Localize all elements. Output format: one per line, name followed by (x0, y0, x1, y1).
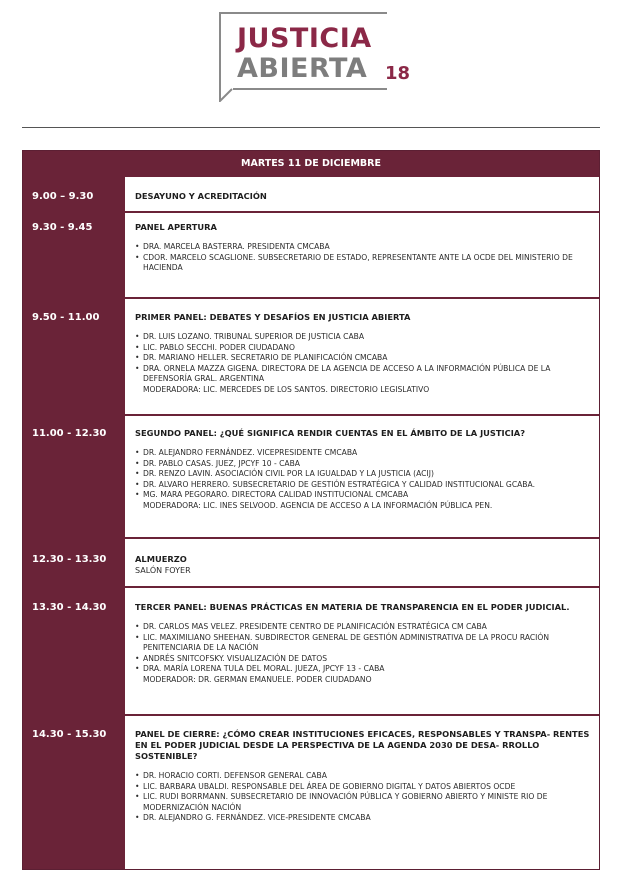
list-item: • MG. MARA PEGORARO. DIRECTORA CALIDAD INSTITUCIONAL CMCABA (135, 490, 409, 500)
speaker-text: LIC. MAXIMILIANO SHEEHAN. SUBDIRECTOR GENERAL DE GESTIÓN ADMINISTRATIVA DE LA PROCU RACIÓN PENITENCIARIA DE LA NACIÓN (143, 632, 550, 653)
session-title: TERCER PANEL: BUENAS PRÁCTICAS EN MATERIA DE TRANSPARENCIA EN EL PODER JUDICIAL. (135, 602, 570, 612)
list-item: • LIC. PABLO SECCHI. PODER CIUDADANO (135, 342, 295, 352)
list-item: • DR. HORACIO CORTI. DEFENSOR GENERAL CABA (135, 771, 327, 780)
session-cell (135, 191, 595, 202)
list-item: • DRA. ORNELA MAZZA GIGENA. DIRECTORA DE LA AGENCIA DE ACCESO A LA INFORMACIÓN PÚBLICA DE LA DEFENSORÍA GRAL. ARGENTINA (135, 363, 551, 384)
row-time: 12.30 - 13.30 (32, 554, 107, 565)
row-separator (23, 297, 599, 299)
row-time: 9.00 – 9.30 (32, 191, 94, 202)
logo-frame-top (219, 12, 387, 14)
list-item: • LIC. BARBARA UBALDI. RESPONSABLE DEL ÁREA DE GOBIERNO DIGITAL Y DATOS ABIERTOS OCDE (135, 781, 516, 791)
moderator-text: MODERADORA: LIC. MERCEDES DE LOS SANTOS. DIRECTORIO LEGISLATIVO (143, 384, 430, 394)
moderator-text: MODERADORA: LIC. INES SELVOOD. AGENCIA DE ACCESO A LA INFORMACIÓN PÚBLICA PEN. (143, 500, 493, 510)
row-time: 9.50 - 11.00 (32, 312, 100, 323)
row-separator (23, 537, 599, 539)
session-title: PRIMER PANEL: DEBATES Y DESAFÍOS EN JUSTICIA ABIERTA (135, 312, 411, 322)
logo-frame-bottom (233, 88, 387, 90)
logo-speech-tail (219, 88, 233, 102)
speaker-text: ANDRÉS SNITCOFSKY. VISUALIZACIÓN DE DATOS (143, 653, 328, 663)
session-title: PANEL DE CIERRE: ¿CÓMO CREAR INSTITUCIONES EFICACES, RESPONSABLES Y TRANSPA- RENTES EN EL PODER JUDICIAL DESDE LA PERSPECTIVA DE LA AGENDA 2030 DE DESA- RROLLO SOSTENIBLE? (135, 729, 590, 761)
session-cell (135, 222, 595, 274)
row-time: 9.30 - 9.45 (32, 222, 93, 233)
logo-frame-left (219, 12, 221, 90)
session-title: ALMUERZO (135, 554, 187, 564)
list-item: • DRA. MARCELA BASTERRA. PRESIDENTA CMCABA (135, 242, 330, 251)
logo-text-justicia: JUSTICIA (237, 23, 372, 54)
speaker-text: DRA. MARÍA LORENA TULA DEL MORAL. JUEZA, JPCYF 13 - CABA (143, 664, 385, 674)
day-header: MARTES 11 DE DICIEMBRE (23, 151, 599, 177)
speaker-text: DR. PABLO CASAS. JUEZ, JPCYF 10 - CABA (143, 458, 300, 468)
session-location: SALÓN FOYER (135, 566, 191, 575)
speaker-text: CDOR. MARCELO SCAGLIONE. SUBSECRETARIO DE ESTADO, REPRESENTANTE ANTE LA OCDE DEL MINISTERIO DE HACIENDA (143, 252, 573, 273)
session-cell (135, 602, 595, 686)
list-item: • DR. RENZO LAVIN. ASOCIACIÓN CIVIL POR LA IGUALDAD Y LA JUSTICIA (ACIJ) (135, 469, 434, 479)
session-cell (135, 428, 595, 512)
speaker-text: DR. ALEJANDRO G. FERNÁNDEZ. VICE-PRESIDENTE CMCABA (143, 813, 371, 823)
speaker-text: DR. RENZO LAVIN. ASOCIACIÓN CIVIL POR LA IGUALDAD Y LA JUSTICIA (ACIJ) (143, 469, 434, 479)
list-item: • LIC. RUDI BORRMANN. SUBSECRETARIO DE INNOVACIÓN PÚBLICA Y GOBIERNO ABIERTO Y MINISTE RIO DE MODERNIZACIÓN NACIÓN (135, 792, 548, 812)
session-title: PANEL APERTURA (135, 222, 217, 232)
session-title: SEGUNDO PANEL: ¿QUÉ SIGNIFICA RENDIR CUENTAS EN EL ÁMBITO DE LA JUSTICIA? (135, 428, 526, 438)
speaker-list (135, 332, 595, 385)
logo-year: 18 (385, 63, 411, 84)
speaker-list (135, 771, 595, 824)
row-time: 13.30 - 14.30 (32, 602, 107, 613)
speaker-text: DR. CARLOS MAS VELEZ. PRESIDENTE CENTRO DE PLANIFICACIÓN ESTRATÉGICA CM CABA (143, 622, 487, 631)
session-cell (135, 312, 595, 396)
speaker-text: LIC. PABLO SECCHI. PODER CIUDADANO (143, 342, 295, 352)
speaker-text: DR. HORACIO CORTI. DEFENSOR GENERAL CABA (143, 771, 327, 780)
speaker-text: DR. ALVARO HERRERO. SUBSECRETARIO DE GESTIÓN ESTRATÉGICA Y CALIDAD INSTITUCIONAL GCABA. (143, 479, 535, 489)
speaker-text: LIC. BARBARA UBALDI. RESPONSABLE DEL ÁREA DE GOBIERNO DIGITAL Y DATOS ABIERTOS OCDE (143, 781, 516, 791)
row-separator (23, 714, 599, 716)
session-title: DESAYUNO Y ACREDITACIÓN (135, 191, 267, 201)
row-separator (23, 211, 599, 213)
list-item: • DR. PABLO CASAS. JUEZ, JPCYF 10 - CABA (135, 458, 300, 468)
header-divider (22, 127, 600, 128)
speaker-text: DRA. MARCELA BASTERRA. PRESIDENTA CMCABA (143, 242, 330, 251)
list-item: • DR. ALEJANDRO FERNÁNDEZ. VICEPRESIDENTE CMCABA (135, 448, 358, 457)
time-column (23, 177, 125, 869)
row-separator (23, 586, 599, 588)
speaker-text: LIC. RUDI BORRMANN. SUBSECRETARIO DE INNOVACIÓN PÚBLICA Y GOBIERNO ABIERTO Y MINISTE RIO DE MODERNIZACIÓN NACIÓN (143, 792, 548, 812)
schedule-table (22, 150, 600, 870)
speaker-text: DR. MARIANO HELLER. SECRETARIO DE PLANIFICACIÓN CMCABA (143, 353, 388, 363)
row-separator (23, 414, 599, 416)
list-item: • CDOR. MARCELO SCAGLIONE. SUBSECRETARIO DE ESTADO, REPRESENTANTE ANTE LA OCDE DEL MINISTERIO DE HACIENDA (135, 252, 573, 273)
speaker-list (135, 448, 595, 501)
moderator-text: MODERADOR: DR. GERMAN EMANUELE. PODER CIUDADANO (143, 674, 372, 684)
speaker-text: MG. MARA PEGORARO. DIRECTORA CALIDAD INSTITUCIONAL CMCABA (143, 490, 409, 500)
session-cell (135, 729, 595, 824)
speaker-text: DR. ALEJANDRO FERNÁNDEZ. VICEPRESIDENTE CMCABA (143, 448, 358, 457)
session-cell (135, 554, 595, 576)
list-item: • DR. MARIANO HELLER. SECRETARIO DE PLANIFICACIÓN CMCABA (135, 353, 388, 363)
list-item: • ANDRÉS SNITCOFSKY. VISUALIZACIÓN DE DATOS (135, 653, 328, 663)
list-item: • DR. LUIS LOZANO. TRIBUNAL SUPERIOR DE JUSTICIA CABA (135, 332, 365, 341)
speaker-text: DR. LUIS LOZANO. TRIBUNAL SUPERIOR DE JUSTICIA CABA (143, 332, 365, 341)
logo-text-abierta: ABIERTA (237, 53, 368, 84)
list-item: • DRA. MARÍA LORENA TULA DEL MORAL. JUEZA, JPCYF 13 - CABA (135, 664, 385, 674)
speaker-list (135, 242, 595, 274)
row-time: 11.00 - 12.30 (32, 428, 107, 439)
speaker-text: DRA. ORNELA MAZZA GIGENA. DIRECTORA DE LA AGENCIA DE ACCESO A LA INFORMACIÓN PÚBLICA DE LA DEFENSORÍA GRAL. ARGENTINA (143, 363, 551, 384)
list-item: • DR. ALVARO HERRERO. SUBSECRETARIO DE GESTIÓN ESTRATÉGICA Y CALIDAD INSTITUCIONAL GCABA. (135, 479, 535, 489)
list-item: • DR. CARLOS MAS VELEZ. PRESIDENTE CENTRO DE PLANIFICACIÓN ESTRATÉGICA CM CABA (135, 622, 487, 631)
event-logo (219, 12, 419, 104)
list-item: • DR. ALEJANDRO G. FERNÁNDEZ. VICE-PRESIDENTE CMCABA (135, 813, 371, 823)
row-time: 14.30 - 15.30 (32, 729, 107, 740)
speaker-list (135, 622, 595, 675)
list-item: • LIC. MAXIMILIANO SHEEHAN. SUBDIRECTOR GENERAL DE GESTIÓN ADMINISTRATIVA DE LA PROCU RACIÓN PENITENCIARIA DE LA NACIÓN (135, 632, 550, 653)
